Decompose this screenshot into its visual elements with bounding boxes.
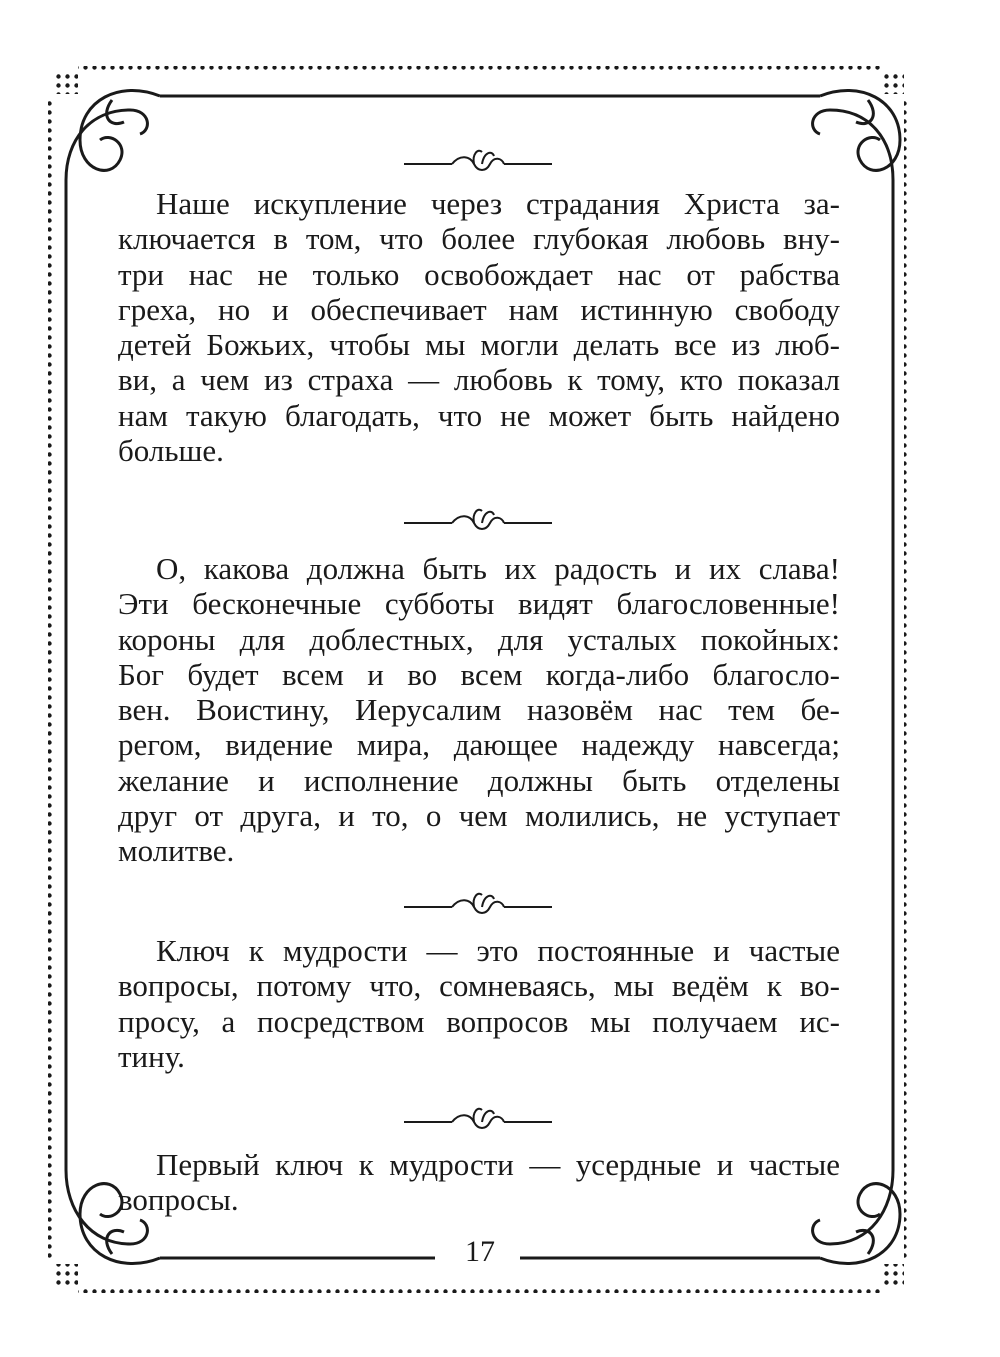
text-line: просу, а посредством вопросов мы получаем ис- bbox=[118, 1003, 840, 1039]
separator-ornament-icon bbox=[404, 505, 552, 535]
text-line: детей Божьих, чтобы мы могли делать все из люб- bbox=[118, 327, 840, 363]
separator-ornament-icon bbox=[404, 889, 552, 919]
text-line: Эти бесконечные субботы видят благословенные! bbox=[118, 586, 840, 622]
separator-ornament-icon bbox=[404, 1104, 552, 1134]
text-line: вен. Воистину, Иерусалим назовём нас тем бе- bbox=[118, 692, 840, 728]
separator-ornament-icon bbox=[404, 146, 552, 176]
text-line: молитве. bbox=[118, 833, 235, 869]
text-line: греха, но и обеспечивает нам истинную свободу bbox=[118, 291, 840, 327]
paragraph-4 bbox=[118, 1147, 840, 1218]
corner-flourish-top-left bbox=[66, 90, 160, 180]
text-line: Первый ключ к мудрости — усердные и частые bbox=[156, 1147, 840, 1182]
text-line: вопросы, потому что, сомневаясь, мы ведём к во- bbox=[118, 968, 840, 1004]
text-line: больше. bbox=[118, 433, 224, 469]
paragraph-3 bbox=[118, 933, 840, 1074]
text-line: короны для доблестных, для усталых покойных: bbox=[118, 621, 840, 657]
paragraph-2 bbox=[118, 551, 840, 869]
text-line: тину. bbox=[118, 1038, 185, 1074]
text-line: ви, а чем из страха — любовь к тому, кто показал bbox=[118, 362, 840, 398]
text-line: ключается в том, что более глубокая любовь вну- bbox=[118, 221, 840, 257]
corner-flourish-top-right bbox=[813, 90, 900, 180]
text-line: желание и исполнение должны быть отделены bbox=[118, 762, 840, 798]
text-line: Бог будет всем и во всем когда-либо благосло- bbox=[118, 656, 840, 692]
text-line: друг от друга, и то, о чем молились, не уступает bbox=[118, 798, 840, 834]
text-line: нам такую благодать, что не может быть найдено bbox=[118, 397, 840, 433]
text-line: Ключ к мудрости — это постоянные и частые bbox=[156, 933, 840, 968]
text-line: О, какова должна быть их радость и их слава! bbox=[156, 551, 840, 586]
text-line: три нас не только освобождает нас от рабства bbox=[118, 256, 840, 292]
page-number: 17 bbox=[465, 1235, 495, 1268]
text-line: регом, видение мира, дающее надежду навсегда; bbox=[118, 727, 840, 763]
paragraph-1 bbox=[118, 186, 840, 468]
text-line: вопросы. bbox=[118, 1182, 239, 1218]
text-line: Наше искупление через страдания Христа за- bbox=[156, 186, 840, 221]
